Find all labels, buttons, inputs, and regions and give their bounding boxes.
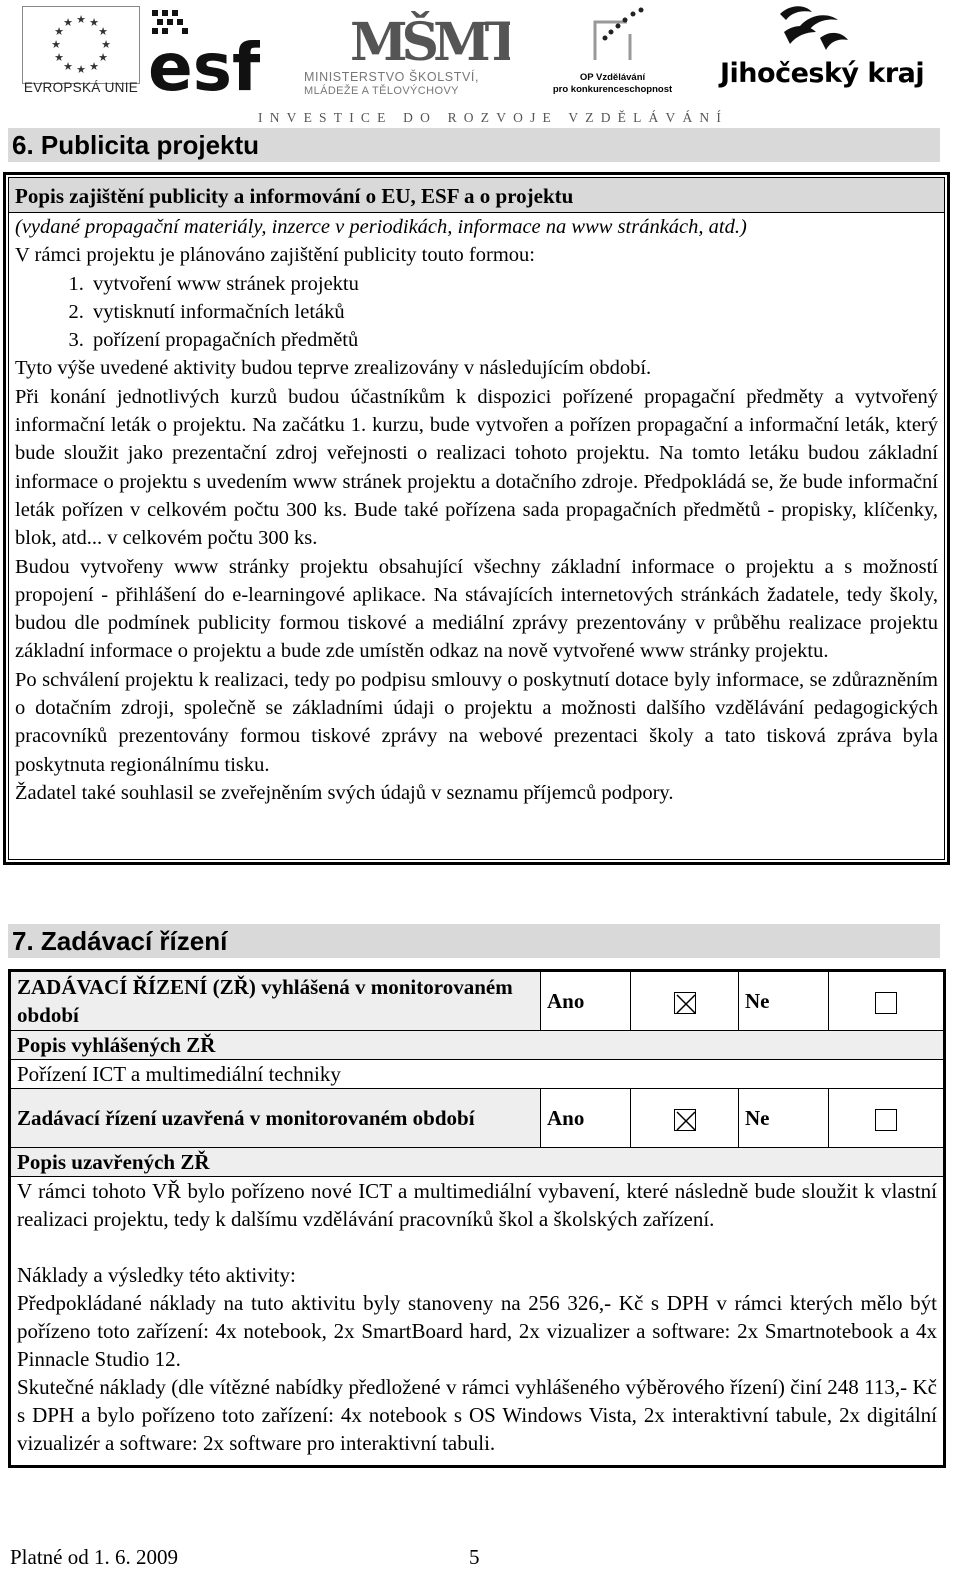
opvk-line1: OP Vzdělávání [579,72,646,83]
msmt-logo [300,2,510,100]
row3-yes-label: Ano [541,1089,631,1148]
svg-text:★: ★ [54,52,64,64]
row1-no-checkbox[interactable] [875,992,897,1014]
footer-valid-from: Platné od 1. 6. 2009 [10,1545,178,1569]
eu-label: EVROPSKÁ UNIE [23,80,139,95]
list-item: 3. pořízení propagačních předmětů [89,326,938,354]
esf-wordmark: esf [148,29,260,94]
section-6-title: 6. Publicita projektu [8,128,940,162]
svg-text:★: ★ [89,61,99,73]
svg-text:★: ★ [76,14,86,26]
svg-text:★: ★ [51,39,61,51]
svg-text:★: ★ [101,39,111,51]
table-row [11,1060,943,1089]
closed-procurement-description [11,1177,943,1465]
publicity-paragraph-1: Tyto výše uvedené aktivity budou teprve zrealizovány v následujícím období. [15,357,652,380]
svg-text:★: ★ [98,26,108,38]
row3-yes-checkbox[interactable] [674,1109,696,1131]
svg-text:★: ★ [76,64,86,76]
table-row [11,972,943,1031]
publicity-paragraph-2: Při konání jednotlivých kurzů budou účastníkům k dispozici pořízené propagační předměty a vytvořený informační leták o projektu. Na začátku 1. kurzu, bude vytvořen a pořízen propagační a informační leták, který bude sloužit jako prezentační zdroj veřejnosti o realizaci tohoto projektu. Na tomto letáku budou základní informace o projektu s uvedením www stránek projektu a dotačního zdroje. Předpokládá se, že bude informační leták pořízen v celkovém počtu 300 ks. Bude také pořízena sada propagačních předmětů - propisky, klíčenky, blok, atd... v celkovém počtu 300 ks. [15,385,938,550]
publicity-paragraph-5: Žadatel také souhlasil se zveřejněním svých údajů v seznamu příjemců podpory. [15,781,674,804]
row3-no-label: Ne [739,1089,829,1148]
publicity-paragraph-4: Po schválení projektu k realizaci, tedy po podpisu smlouvy o poskytnutí dotace byly informace, se zdůrazněním o dotačním zdroji, společně se základními údaji o projektu a možnosti dalšího vzdělávání pedagogických pracovníků prezentovány formou tiskové zprávy na webové prezentaci školy a tato tisková zpráva byla poskytnuta regionálnímu tisku. [15,668,938,776]
svg-text:★: ★ [89,17,99,29]
publicity-paragraph-3: Budou vytvořeny www stránky projektu obsahující všechny základní informace o projektu a s možností propojení - přihlášení do e-learningové aplikace. Na stávajících internetových stránkách žadatele, tedy školy, budou dle podmínek publicity formou tiskové a mediální zprávy prezentovány v průběhu realizace projektu základní informace o projektu a bude zde umístěn odkaz na nově vytvořené www stránky projektu. [15,555,938,663]
procurement-table [8,969,946,1468]
row3-no-checkbox[interactable] [875,1109,897,1131]
description-paragraph-3: Předpokládané náklady na tuto aktivitu byly stanoveny na 256 326,- Kč s DPH v rámci kterých mělo být pořízeno toto zařízení: 4x notebook, 2x SmartBoard hard, 2x vizualizer a software: 2x Smartnotebook a 4x Pinnacle Studio 12. [17,1291,937,1371]
row3-no-cell [829,1089,943,1148]
description-paragraph-2: Náklady a výsledky této aktivity: [17,1263,296,1287]
table-row [11,1177,943,1465]
table-row [11,1089,943,1148]
publicity-intro: V rámci projektu je plánováno zajištění publicity touto formou: [15,244,535,267]
opvk-line2: pro konkurenceschopnost [552,84,673,95]
investice-tagline: INVESTICE DO ROZVOJE VZDĚLÁVÁNÍ [258,110,729,125]
publicity-body [9,213,944,807]
row1-yes-label: Ano [541,972,631,1031]
svg-text:★: ★ [63,17,73,29]
row1-no-label: Ne [739,972,829,1031]
list-item: 1. vytvoření www stránek projektu [89,270,938,298]
publicity-subtitle: (vydané propagační materiály, inzerce v periodikách, informace na www stránkách, atd.) [15,216,747,238]
section-7-title: 7. Zadávací řízení [8,924,940,958]
svg-text:★: ★ [63,61,73,73]
msmt-line2: MLÁDEŽE A TĚLOVÝCHOVY [304,85,459,97]
svg-text:★: ★ [98,52,108,64]
logo-strip [0,0,960,130]
jihocesky-kraj-label: Jihočeský kraj [720,58,925,89]
eu-flag-logo [22,6,140,84]
row1-yes-cell [631,972,739,1031]
row3-yes-cell [631,1089,739,1148]
svg-text:★: ★ [54,26,64,38]
opvk-logo [545,4,680,99]
publicity-list [15,270,938,355]
publicity-heading: Popis zajištění publicity a informování o EU, ESF a o projektu [9,178,944,213]
msmt-line1: MINISTERSTVO ŠKOLSTVÍ, [304,70,480,84]
row3-label: Zadávací řízení uzavřená v monitorovaném období [11,1089,541,1148]
publicity-box-inner [8,177,945,860]
list-item: 2. vytisknutí informačních letáků [89,298,938,326]
row4-heading: Popis uzavřených ZŘ [11,1148,943,1177]
description-paragraph-1: V rámci tohoto VŘ bylo pořízeno nové ICT a multimediální vybavení, které následně bude sloužit k vlastní realizaci projektu, tedy k dalšímu vzdělávání pracovníků škol a školských zařízení. [17,1179,937,1231]
description-paragraph-4: Skutečné náklady (dle vítězné nabídky předložené v rámci vyhlášeného výběrového řízení) činí 248 113,- Kč s DPH a bylo pořízeno toto zařízení: 4x notebook s OS Windows Vista, 2x interaktivní tabule, 2x digitální vizualizér a software: 2x software pro interaktivní tabuli. [17,1375,937,1455]
publicity-box [3,172,950,865]
row1-no-cell [829,972,943,1031]
footer-page-number: 5 [469,1545,480,1569]
row1-yes-checkbox[interactable] [674,992,696,1014]
jihocesky-kraj-logo [718,2,938,102]
table-row [11,1148,943,1177]
row2-text: Pořízení ICT a multimediální techniky [11,1060,943,1089]
row1-label: ZADÁVACÍ ŘÍZENÍ (ZŘ) vyhlášená v monitorovaném období [11,972,541,1031]
table-row [11,1031,943,1060]
esf-logo [148,6,260,94]
row2-heading: Popis vyhlášených ZŘ [11,1031,943,1060]
msmt-mark: MŠMT [350,12,510,68]
